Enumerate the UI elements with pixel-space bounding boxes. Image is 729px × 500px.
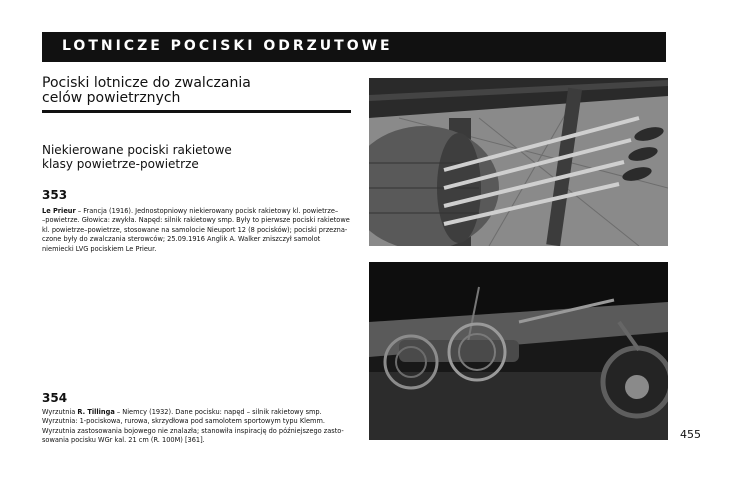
- entry-line: Wyrzutnia: 1-pociskowa, rurowa, skrzydłowa pod samolotem sportowym typu Klemm.: [42, 417, 325, 426]
- subsection-title-line-2: klasy powietrze-powietrze: [42, 157, 199, 171]
- subsection-title-line-1: Niekierowane pociski rakietowe: [42, 143, 232, 157]
- entry-line: Wyrzutnia zastosowania bojowego nie znalazła; stanowiła inspirację do późniejszego zasto-: [42, 426, 344, 435]
- entry-line: –powietrze. Głowica: zwykła. Napęd: silnik rakietowy smp. Były to pierwsze pociski rakietowe: [42, 216, 350, 225]
- entry-text-353: [42, 207, 357, 254]
- entry-text-354: [42, 408, 357, 446]
- photo-tilling-launcher: [369, 262, 668, 440]
- section-title-line-2: celów powietrznych: [42, 90, 181, 106]
- subsection-title: [42, 143, 342, 171]
- chapter-title: LOTNICZE POCISKI ODRZUTOWE: [62, 38, 393, 54]
- page-number: 455: [680, 428, 701, 441]
- entry-number-353: 353: [42, 188, 68, 202]
- photo-le-prieur-illustration: [369, 78, 668, 246]
- entry-line: kl. powietrze–powietrze, stosowane na samolocie Nieuport 12 (8 pocisków); pociski przezna-: [42, 225, 348, 234]
- entry-number-354: 354: [42, 391, 68, 405]
- entry-line: Wyrzutnia R. Tillinga – Niemcy (1932). Dane pocisku: napęd – silnik rakietowy smp.: [42, 408, 322, 416]
- entry-name: R. Tillinga: [77, 408, 115, 416]
- photo-le-prieur-rockets: [369, 78, 668, 246]
- chapter-header-bar: [42, 32, 666, 62]
- entry-line: niemiecki LVG pociskiem Le Prieur.: [42, 244, 157, 253]
- section-divider: [42, 110, 351, 113]
- entry-line: Le Prieur – Francja (1916). Jednostopniowy niekierowany pocisk rakietowy kl. powietrze–: [42, 207, 339, 215]
- entry-line: sowania pocisku WGr kal. 21 cm (R. 100M) [361].: [42, 436, 205, 445]
- entry-name: Le Prieur: [42, 207, 76, 215]
- section-title-line-1: Pociski lotnicze do zwalczania: [42, 75, 251, 91]
- entry-line: czone były do zwalczania sterowców; 25.09.1916 Anglik A. Walker zniszczył samolot: [42, 235, 321, 244]
- section-title: [42, 76, 362, 106]
- photo-tilling-illustration: [369, 262, 668, 440]
